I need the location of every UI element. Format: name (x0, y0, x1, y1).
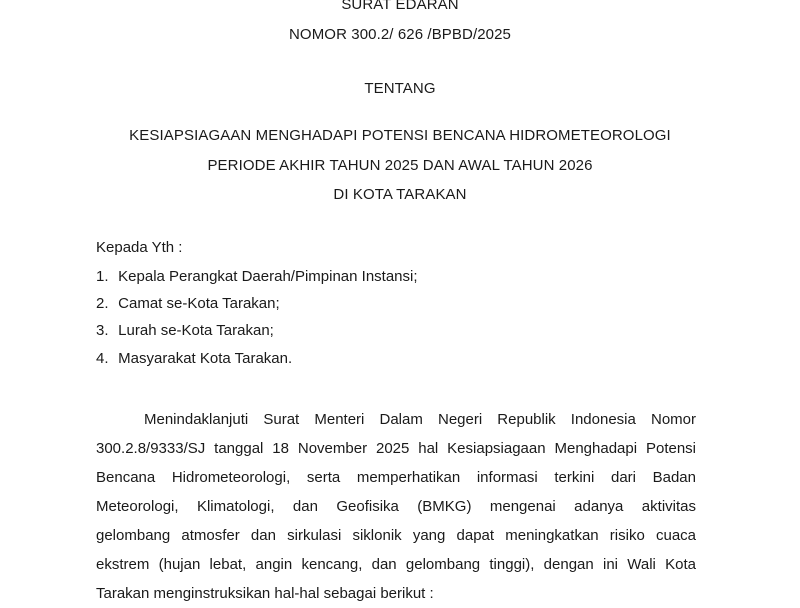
paragraph-line: Tarakan menginstruksikan hal-hal sebagai berikut : (96, 585, 434, 602)
addressee-intro: Kepada Yth : (96, 239, 183, 256)
list-text: Masyarakat Kota Tarakan. (118, 350, 293, 367)
document-number: NOMOR 300.2/ 626 /BPBD/2025 (289, 26, 511, 43)
list-number: 3. (96, 322, 109, 339)
paragraph-line: 300.2.8/9333/SJ tanggal 18 November 2025 hal Kesiapsiagaan Menghadapi Potensi (96, 440, 696, 457)
subject-line-2: PERIODE AKHIR TAHUN 2025 DAN AWAL TAHUN 2026 (207, 157, 593, 174)
list-number: 4. (96, 350, 109, 367)
list-number: 1. (96, 268, 109, 285)
list-text: Lurah se-Kota Tarakan; (118, 322, 274, 339)
addressee-item (96, 322, 274, 340)
paragraph-line: Meteorologi, Klimatologi, dan Geofisika (BMKG) mengenai adanya aktivitas (96, 498, 696, 515)
paragraph-line: ekstrem (hujan lebat, angin kencang, dan gelombang tinggi), dengan ini Wali Kota (96, 556, 696, 573)
list-text: Camat se-Kota Tarakan; (118, 295, 280, 312)
document-title: SURAT EDARAN (341, 0, 459, 13)
body-paragraph (96, 405, 696, 608)
addressee-item (96, 268, 418, 286)
paragraph-line: gelombang atmosfer dan sirkulasi siklonik yang dapat meningkatkan risiko cuaca (96, 527, 696, 544)
addressee-item (96, 295, 280, 313)
list-number: 2. (96, 295, 109, 312)
subject-line-3: DI KOTA TARAKAN (333, 186, 467, 203)
paragraph-line: Bencana Hidrometeorologi, serta memperhatikan informasi terkini dari Badan (96, 469, 696, 486)
subject-line-1: KESIAPSIAGAAN MENGHADAPI POTENSI BENCANA HIDROMETEOROLOGI (129, 127, 671, 144)
about-heading: TENTANG (364, 80, 436, 97)
paragraph-line: Menindaklanjuti Surat Menteri Dalam Negeri Republik Indonesia Nomor (144, 411, 696, 428)
list-text: Kepala Perangkat Daerah/Pimpinan Instansi; (118, 268, 418, 285)
addressee-item (96, 350, 292, 368)
